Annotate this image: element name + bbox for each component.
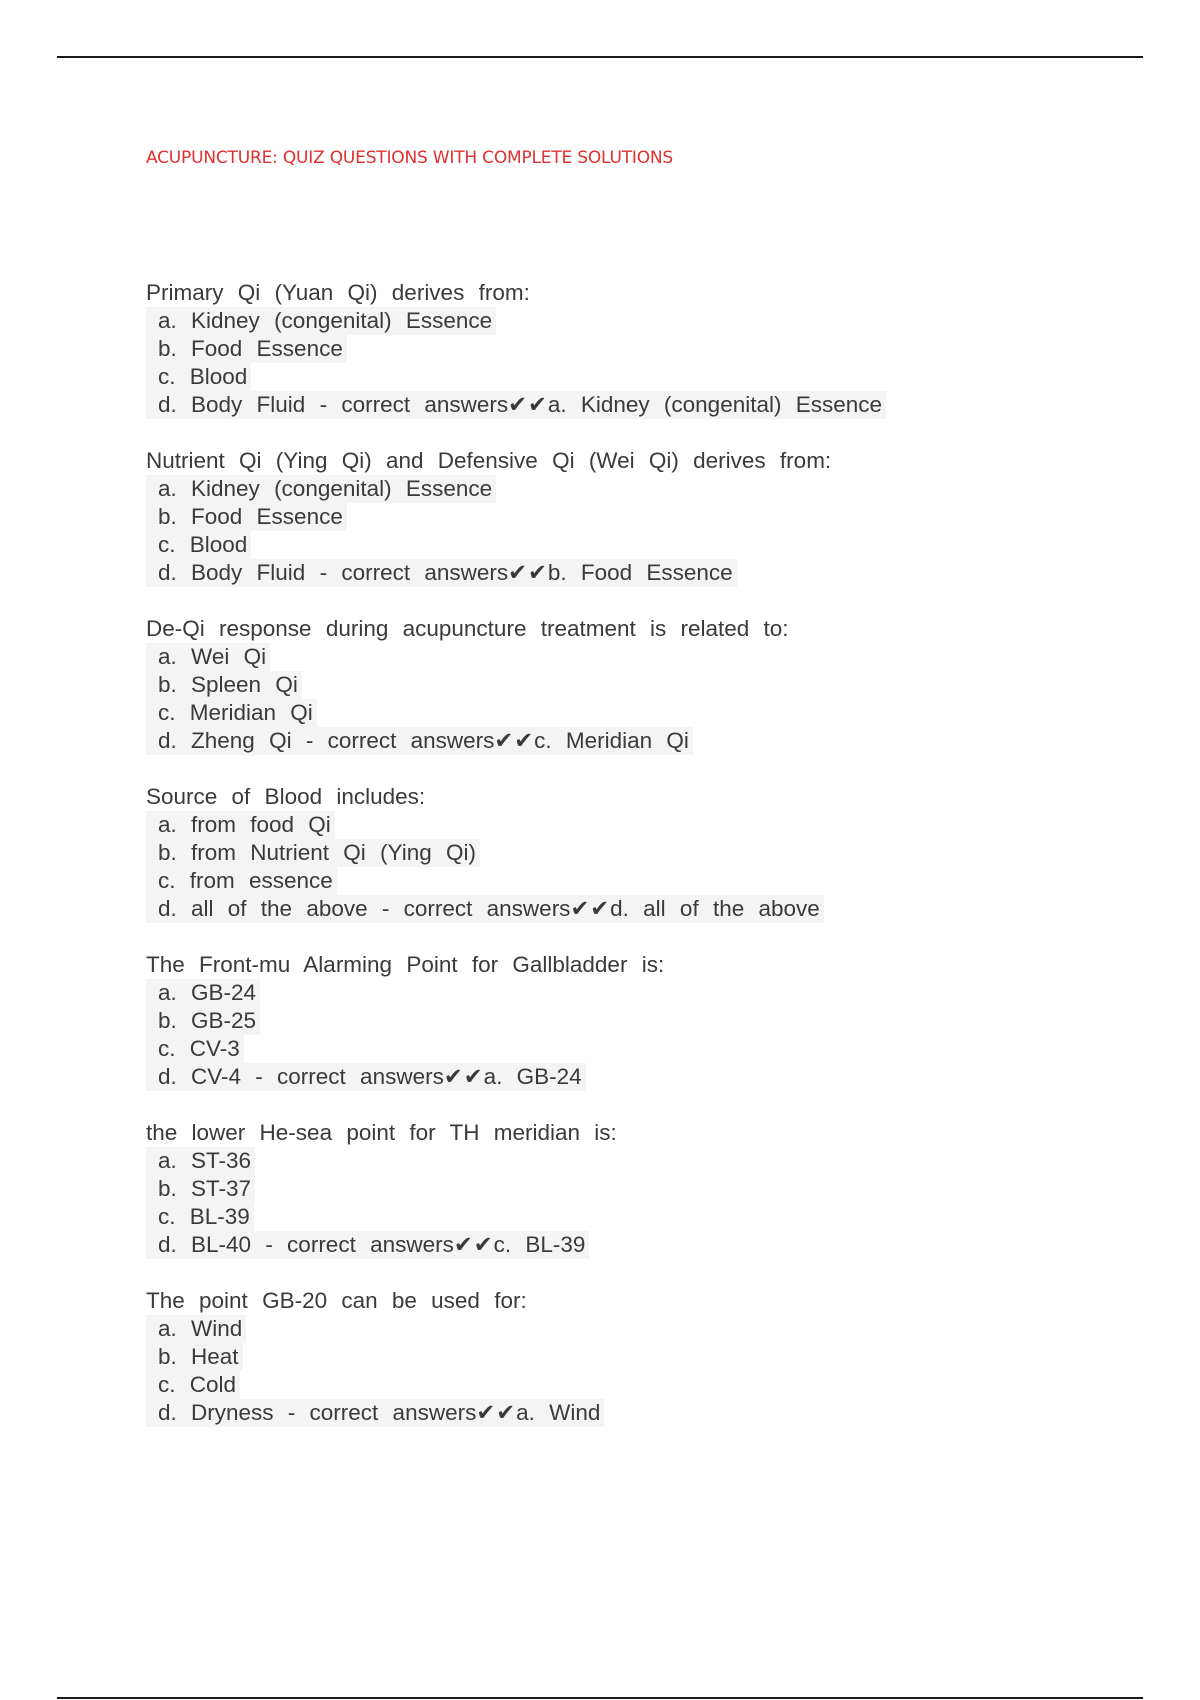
option-a: a. Kidney (congenital) Essence: [146, 475, 496, 503]
bottom-rule: [57, 1697, 1143, 1699]
option-d: d. Zheng Qi: [158, 728, 292, 753]
option-c: c. from essence: [146, 867, 337, 895]
question-4: [146, 783, 1146, 923]
correct-answer: a. Wind: [516, 1400, 601, 1425]
option-c: c. Cold: [146, 1371, 240, 1399]
option-b: b. Spleen Qi: [146, 671, 302, 699]
answer-marker: - correct answers: [305, 560, 509, 585]
check-marks: ✔✔: [494, 728, 535, 753]
option-b: b. Food Essence: [146, 335, 347, 363]
question-stem: De-Qi response during acupuncture treatment is related to:: [146, 616, 789, 641]
check-marks: ✔✔: [508, 392, 548, 417]
option-d-with-answer: [146, 391, 886, 419]
question-stem: Primary Qi (Yuan Qi) derives from:: [146, 280, 530, 305]
option-b: b. ST-37: [146, 1175, 255, 1203]
option-c: c. BL-39: [146, 1203, 254, 1231]
question-stem: Source of Blood includes:: [146, 784, 426, 809]
question-stem: The point GB-20 can be used for:: [146, 1288, 527, 1313]
correct-answer: c. Meridian Qi: [534, 728, 689, 753]
option-d-with-answer: [146, 1063, 586, 1091]
question-2: [146, 447, 1146, 587]
correct-answer: b. Food Essence: [547, 560, 733, 585]
answer-marker: - correct answers: [251, 1232, 454, 1257]
correct-answer: a. Kidney (congenital) Essence: [547, 392, 883, 417]
correct-answer: d. all of the above: [610, 896, 820, 921]
option-c: c. CV-3: [146, 1035, 244, 1063]
correct-answer: c. BL-39: [493, 1232, 586, 1257]
question-3: [146, 615, 1146, 755]
answer-marker: - correct answers: [367, 896, 571, 921]
option-d-with-answer: [146, 1399, 604, 1427]
check-marks: ✔✔: [443, 1064, 484, 1089]
answer-marker: - correct answers: [241, 1064, 444, 1089]
option-c: c. Meridian Qi: [146, 699, 317, 727]
option-d-with-answer: [146, 559, 737, 587]
option-a: a. Wei Qi: [146, 643, 270, 671]
question-5: [146, 951, 1146, 1091]
option-d-with-answer: [146, 1231, 589, 1259]
check-marks: ✔✔: [508, 560, 548, 585]
correct-answer: a. GB-24: [483, 1064, 582, 1089]
document-title: ACUPUNCTURE: QUIZ QUESTIONS WITH COMPLETE SOLUTIONS: [146, 148, 674, 168]
option-b: b. Heat: [146, 1343, 243, 1371]
question-stem: Nutrient Qi (Ying Qi) and Defensive Qi (Wei Qi) derives from:: [146, 448, 832, 473]
question-1: [146, 279, 1146, 419]
question-list: [146, 279, 1146, 1455]
option-d-with-answer: [146, 727, 693, 755]
option-b: b. from Nutrient Qi (Ying Qi): [146, 839, 480, 867]
option-d: d. Body Fluid: [158, 560, 306, 585]
option-a: a. Wind: [146, 1315, 246, 1343]
option-a: a. GB-24: [146, 979, 260, 1007]
question-6: [146, 1119, 1146, 1259]
check-marks: ✔✔: [453, 1232, 494, 1257]
option-b: b. GB-25: [146, 1007, 260, 1035]
option-d-with-answer: [146, 895, 824, 923]
answer-marker: - correct answers: [273, 1400, 477, 1425]
answer-marker: - correct answers: [291, 728, 495, 753]
option-d: d. Body Fluid: [158, 392, 306, 417]
answer-marker: - correct answers: [305, 392, 509, 417]
question-7: [146, 1287, 1146, 1427]
option-d: d. CV-4: [158, 1064, 242, 1089]
option-d: d. Dryness: [158, 1400, 274, 1425]
option-a: a. from food Qi: [146, 811, 335, 839]
check-marks: ✔✔: [476, 1400, 517, 1425]
option-c: c. Blood: [146, 531, 251, 559]
option-d: d. all of the above: [158, 896, 368, 921]
check-marks: ✔✔: [570, 896, 611, 921]
option-a: a. ST-36: [146, 1147, 255, 1175]
question-stem: The Front-mu Alarming Point for Gallbladder is:: [146, 952, 665, 977]
question-stem: the lower He-sea point for TH meridian is:: [146, 1120, 617, 1145]
option-a: a. Kidney (congenital) Essence: [146, 307, 496, 335]
option-c: c. Blood: [146, 363, 251, 391]
option-d: d. BL-40: [158, 1232, 252, 1257]
option-b: b. Food Essence: [146, 503, 347, 531]
top-rule: [57, 56, 1143, 58]
